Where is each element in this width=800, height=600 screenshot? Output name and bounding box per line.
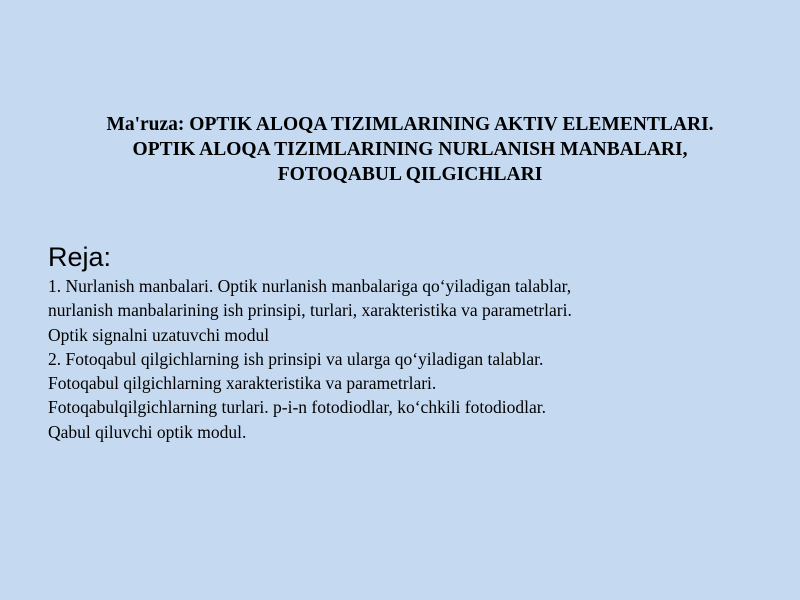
plan-heading: Reja: bbox=[48, 242, 112, 272]
plan-line: 1. Nurlanish manbalari. Optik nurlanish manbalariga qo‘yiladigan talablar, bbox=[48, 276, 572, 296]
slide-title bbox=[40, 112, 780, 187]
title-line-3: FOTOQABUL QILGICHLARI bbox=[277, 164, 543, 185]
plan-line: Optik signalni uzatuvchi modul bbox=[48, 324, 270, 345]
plan-line: Qabul qiluvchi optik modul. bbox=[48, 421, 247, 442]
plan-line: nurlanish manbalarining ish prinsipi, turlari, xarakteristika va parametrlari. bbox=[48, 300, 572, 321]
plan-line: 2. Fotoqabul qilgichlarning ish prinsipi va ularga qo‘yiladigan talablar. bbox=[48, 348, 544, 369]
title-line-2: OPTIK ALOQA TIZIMLARINING NURLANISH MANBALARI, bbox=[132, 139, 688, 160]
plan-line: Fotoqabulqilgichlarning turlari. p-i-n fotodiodlar, ko‘chkili fotodiodlar. bbox=[48, 397, 546, 418]
title-line-1: Ma'ruza: OPTIK ALOQA TIZIMLARINING AKTIV ELEMENTLARI. bbox=[106, 114, 714, 135]
plan-section bbox=[48, 240, 788, 444]
plan-line: Fotoqabul qilgichlarning xarakteristika va parametrlari. bbox=[48, 373, 437, 394]
